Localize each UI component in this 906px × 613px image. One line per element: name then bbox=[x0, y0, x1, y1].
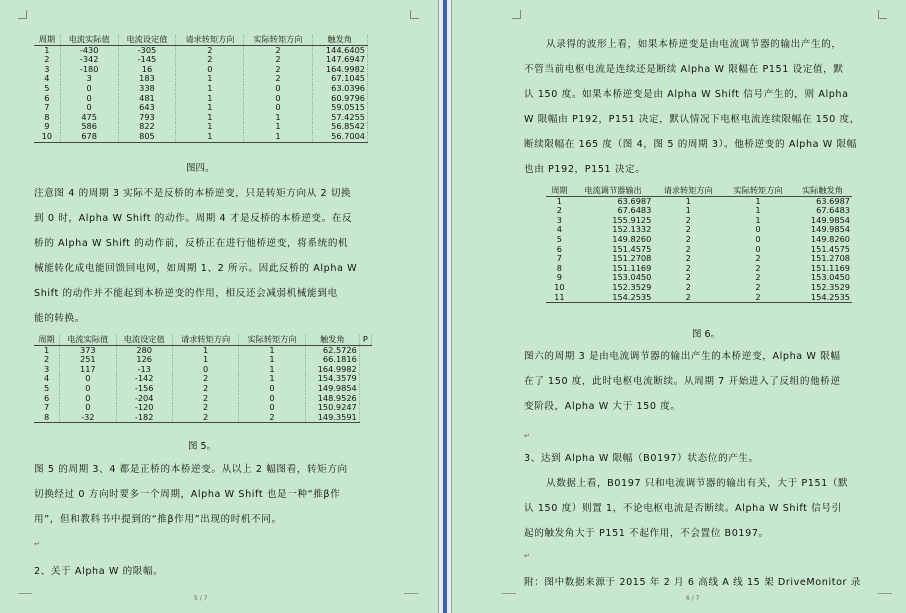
paragraph-b0197 bbox=[524, 471, 896, 546]
table-column-header: 电流实际值 bbox=[60, 35, 118, 45]
empty-paragraph-mark: ↵ bbox=[34, 540, 40, 548]
table-cell: 1 bbox=[244, 132, 312, 142]
text-line: 切换经过 0 方向时要多一个周期，Alpha W Shift 也是一种“推β作 bbox=[34, 489, 341, 500]
margin-corner-mark bbox=[410, 10, 419, 19]
table-cell: 152.1332 bbox=[612, 224, 652, 235]
table-row bbox=[546, 264, 852, 274]
table-cell: 280 bbox=[116, 345, 172, 355]
table-cell: 2 bbox=[685, 272, 691, 283]
table-cell: 1 bbox=[239, 355, 305, 365]
table-cell: -13 bbox=[116, 365, 172, 375]
table-row bbox=[34, 94, 368, 104]
table-cell: 151.2708 bbox=[612, 253, 652, 264]
table-cell: 0 bbox=[755, 233, 761, 244]
table-cell: 10 bbox=[34, 132, 60, 142]
table-cell: 149.8260 bbox=[612, 233, 652, 244]
table-cell: 117 bbox=[60, 365, 116, 375]
table-cell: 0 bbox=[60, 394, 116, 404]
table-cell: -142 bbox=[116, 374, 172, 384]
table-cell: 1 bbox=[176, 103, 244, 113]
table-cell: 1 bbox=[556, 195, 562, 206]
table-cell: 2 bbox=[685, 281, 691, 292]
table-row bbox=[546, 235, 852, 245]
table-cell: 1 bbox=[34, 345, 60, 355]
table-cell: 7 bbox=[556, 253, 562, 264]
table-cell: 643 bbox=[118, 103, 176, 113]
table-cell: 475 bbox=[60, 113, 118, 123]
data-source-note: 附：图中数据来源于 2015 年 2 月 6 高线 A 线 15 架 DriveMonitor 录 bbox=[524, 577, 861, 588]
table-cell: 0 bbox=[60, 374, 116, 384]
document-page-6 bbox=[452, 0, 906, 613]
table-cell: -305 bbox=[118, 45, 176, 55]
table-column-header: 实际转矩方向 bbox=[723, 186, 793, 196]
table-row bbox=[546, 245, 852, 255]
table-cell: 2 bbox=[34, 55, 60, 65]
table-cell: 1 bbox=[239, 365, 305, 375]
table-cell: 2 bbox=[172, 374, 238, 384]
page-divider bbox=[438, 0, 452, 613]
table-cell: 2 bbox=[755, 253, 761, 264]
table-cell: 1 bbox=[172, 355, 238, 365]
text-line: Shift 的动作并不能起到本桥逆变的作用，相反还会减弱机械能到电 bbox=[34, 288, 338, 299]
table-cell: 4 bbox=[34, 374, 60, 384]
table-cell: -156 bbox=[116, 384, 172, 394]
table-cell: 2 bbox=[685, 253, 691, 264]
table-cell: 2 bbox=[176, 45, 244, 55]
table-cell: 152.3529 bbox=[612, 281, 652, 292]
table-cell: 0 bbox=[239, 394, 305, 404]
table-cell: 7 bbox=[34, 403, 60, 413]
footer-corner-mark bbox=[18, 593, 32, 594]
table-row bbox=[546, 225, 852, 235]
table-cell: 2 bbox=[244, 74, 312, 84]
text-line: 用”，但和教科书中提到的“推β作用”出现的时机不同。 bbox=[34, 514, 282, 525]
table-cell: 2 bbox=[755, 262, 761, 273]
text-line: 注意图 4 的周期 3 实际不是反桥的本桥逆变，只是转矩方向从 2 切换 bbox=[34, 188, 352, 199]
table-cell: 2 bbox=[685, 233, 691, 244]
table-cell: 183 bbox=[118, 74, 176, 84]
table-cell: 3 bbox=[60, 74, 118, 84]
table-cell: 2 bbox=[239, 413, 305, 423]
page-number: 6 / 7 bbox=[686, 595, 700, 602]
table-cell: 8 bbox=[556, 262, 562, 273]
table-cell: 0 bbox=[239, 403, 305, 413]
text-line: 认 150 度）则置 1，不论电枢电流是否断续。Alpha W Shift 信号引 bbox=[524, 503, 842, 514]
margin-corner-mark bbox=[878, 10, 887, 19]
table-cell: 1 bbox=[755, 195, 761, 206]
table-row bbox=[34, 413, 372, 423]
table-cell: 63.6987 bbox=[617, 195, 652, 206]
table-cell: 147.6947 bbox=[312, 55, 367, 65]
section-heading-3: 3、达到 Alpha W 限幅（B0197）状态位的产生。 bbox=[524, 453, 759, 464]
table-cell: 151.2708 bbox=[810, 253, 850, 264]
table-column-header: 电流设定值 bbox=[116, 335, 172, 345]
table-cell: 0 bbox=[244, 103, 312, 113]
table-cell: 5 bbox=[34, 84, 60, 94]
table-cell: 0 bbox=[755, 243, 761, 254]
table-cell: 3 bbox=[34, 65, 60, 75]
table-column-header: 周期 bbox=[34, 335, 60, 345]
table-column-header: 实际触发角 bbox=[793, 186, 852, 196]
table-cell: 586 bbox=[60, 122, 118, 132]
table-cell: 1 bbox=[755, 205, 761, 216]
table-cell: 822 bbox=[118, 122, 176, 132]
table-cell: 2 bbox=[244, 55, 312, 65]
table-cell: 148.9526 bbox=[305, 394, 359, 404]
table-cell: 2 bbox=[34, 355, 60, 365]
table-cell: 338 bbox=[118, 84, 176, 94]
data-table-figure-5 bbox=[34, 335, 372, 423]
text-line: 能的转换。 bbox=[34, 313, 85, 324]
table-cell: -145 bbox=[118, 55, 176, 65]
table-row bbox=[34, 132, 368, 142]
table-cell: 151.4575 bbox=[612, 243, 652, 254]
table-cell: 56.8542 bbox=[312, 122, 367, 132]
table-cell: 4 bbox=[556, 224, 562, 235]
table-column-header: 电流实际值 bbox=[60, 335, 116, 345]
table-row bbox=[546, 206, 852, 216]
paragraph-zero-crossing bbox=[34, 181, 380, 331]
table-cell: 2 bbox=[653, 293, 723, 303]
table-cell: 1 bbox=[239, 345, 305, 355]
table-cell: -120 bbox=[116, 403, 172, 413]
table-cell: 151.4575 bbox=[810, 243, 850, 254]
table-column-header: P bbox=[359, 335, 371, 345]
text-line: 也由 P192，P151 决定。 bbox=[524, 164, 646, 175]
paragraph-figure-6 bbox=[524, 344, 896, 419]
table-cell: -342 bbox=[60, 55, 118, 65]
table-cell: 0 bbox=[60, 103, 118, 113]
table-cell: 153.0450 bbox=[810, 272, 850, 283]
table-cell: 2 bbox=[176, 55, 244, 65]
table-cell: 2 bbox=[172, 403, 238, 413]
table-cell: 4 bbox=[34, 74, 60, 84]
table-cell: 0 bbox=[60, 384, 116, 394]
table-cell: 149.9854 bbox=[305, 384, 359, 394]
table-cell: 1 bbox=[685, 205, 691, 216]
table-cell: 67.6483 bbox=[816, 205, 850, 216]
table-column-header: 请求转矩方向 bbox=[653, 186, 723, 196]
table-cell: 2 bbox=[556, 205, 562, 216]
table-cell: 5 bbox=[556, 233, 562, 244]
table-column-header: 电流设定值 bbox=[118, 35, 176, 45]
text-line: 断续限幅在 165 度（图 4，图 5 的周期 3）。他桥逆变的 Alpha W 限幅 bbox=[524, 139, 857, 150]
table-cell: 67.6483 bbox=[617, 205, 652, 216]
table-cell: 0 bbox=[244, 84, 312, 94]
table-cell: 3 bbox=[556, 214, 562, 225]
text-line: 到 0 时，Alpha W Shift 的动作。周期 4 才是反桥的本桥逆变。在反 bbox=[34, 213, 353, 224]
table-row bbox=[546, 254, 852, 264]
table-cell: 63.6987 bbox=[816, 195, 850, 206]
table-column-header: 周期 bbox=[34, 35, 60, 45]
table-cell: 155.9125 bbox=[612, 214, 652, 225]
empty-paragraph-mark: ↵ bbox=[524, 432, 530, 440]
table-cell: 154.2535 bbox=[793, 293, 852, 303]
table-cell: 150.9247 bbox=[305, 403, 359, 413]
table-cell: 2 bbox=[755, 281, 761, 292]
table-cell: 6 bbox=[556, 243, 562, 254]
table-cell: 2 bbox=[755, 272, 761, 283]
table-cell: 481 bbox=[118, 94, 176, 104]
table-cell: 11 bbox=[546, 293, 573, 303]
table-cell: 251 bbox=[60, 355, 116, 365]
table-cell: 1 bbox=[244, 113, 312, 123]
table-column-header: 请求转矩方向 bbox=[172, 335, 238, 345]
table-cell: 2 bbox=[723, 293, 793, 303]
table-row bbox=[546, 273, 852, 283]
table-cell: 16 bbox=[118, 65, 176, 75]
table-cell: 0 bbox=[60, 403, 116, 413]
document-page-5 bbox=[0, 0, 438, 613]
table-cell: 2 bbox=[685, 224, 691, 235]
footer-corner-mark bbox=[878, 593, 892, 594]
text-line: 图 5 的周期 3、4 都是正桥的本桥逆变。从以上 2 幅图看，转矩方向 bbox=[34, 464, 348, 475]
text-line: 变阶段，Alpha W 大于 150 度。 bbox=[524, 401, 681, 412]
table-cell: -182 bbox=[116, 413, 172, 423]
table-column-header: 实际转矩方向 bbox=[239, 335, 305, 345]
table-cell: 2 bbox=[172, 384, 238, 394]
table-cell: 793 bbox=[118, 113, 176, 123]
table-row bbox=[546, 293, 852, 303]
table-cell: 2 bbox=[244, 45, 312, 55]
table-cell: 1 bbox=[176, 84, 244, 94]
table-cell: 2 bbox=[685, 243, 691, 254]
margin-corner-mark bbox=[512, 10, 521, 19]
table-row bbox=[34, 74, 368, 84]
table-cell: 1 bbox=[239, 374, 305, 384]
table-cell: 1 bbox=[176, 113, 244, 123]
table-cell: 1 bbox=[755, 214, 761, 225]
table-cell: 63.0396 bbox=[312, 84, 367, 94]
table-cell: 0 bbox=[244, 94, 312, 104]
text-line: 认 150 度。如果本桥逆变是由 Alpha W Shift 信号产生的，则 Alpha bbox=[524, 89, 849, 100]
table-cell: -32 bbox=[60, 413, 116, 423]
table-cell: 2 bbox=[244, 65, 312, 75]
page-number: 5 / 7 bbox=[194, 595, 208, 602]
table-cell: 154.3579 bbox=[305, 374, 359, 384]
table-cell: 2 bbox=[685, 214, 691, 225]
text-line: 图六的周期 3 是由电流调节器的输出产生的本桥逆变，Alpha W 限幅 bbox=[524, 351, 841, 362]
table-cell: 144.6405 bbox=[312, 45, 367, 55]
table-cell: -180 bbox=[60, 65, 118, 75]
table-cell: 0 bbox=[60, 84, 118, 94]
table-cell: 9 bbox=[556, 272, 562, 283]
table-cell: 57.4255 bbox=[312, 113, 367, 123]
figure-4-caption: 图四。 bbox=[186, 163, 215, 174]
table-row bbox=[546, 216, 852, 226]
table-cell: 6 bbox=[34, 94, 60, 104]
table-cell: 59.0515 bbox=[312, 103, 367, 113]
table-cell: 8 bbox=[34, 413, 60, 423]
table-cell: 10 bbox=[554, 281, 565, 292]
table-cell: 152.3529 bbox=[810, 281, 850, 292]
footer-corner-mark bbox=[404, 593, 418, 594]
text-line: 械能转化成电能回馈回电网，如周期 1、2 所示。因此反桥的 Alpha W bbox=[34, 263, 358, 274]
table-cell: 2 bbox=[685, 262, 691, 273]
table-cell: 149.9854 bbox=[810, 224, 850, 235]
table-cell: 9 bbox=[34, 122, 60, 132]
table-cell: 66.1816 bbox=[305, 355, 359, 365]
text-line: 从录得的波形上看，如果本桥逆变是由电流调节器的输出产生的， bbox=[546, 39, 842, 50]
table-column-header: 实际转矩方向 bbox=[244, 35, 312, 45]
table-cell: 805 bbox=[118, 132, 176, 142]
section-heading-2: 2、关于 Alpha W 的限幅。 bbox=[34, 566, 164, 577]
table-cell: 149.3591 bbox=[305, 413, 359, 423]
text-line: 桥的 Alpha W Shift 的动作前，反桥正在进行他桥逆变，将系统的机 bbox=[34, 238, 349, 249]
table-cell: 2 bbox=[172, 413, 238, 423]
table-cell: 149.9854 bbox=[810, 214, 850, 225]
table-cell: 154.2535 bbox=[573, 293, 654, 303]
table-cell: 149.8260 bbox=[810, 233, 850, 244]
table-row bbox=[34, 84, 368, 94]
table-cell: 164.9982 bbox=[312, 65, 367, 75]
table-cell: 151.1169 bbox=[612, 262, 652, 273]
table-cell: 0 bbox=[239, 384, 305, 394]
table-cell: 126 bbox=[116, 355, 172, 365]
text-line: 不管当前电枢电流是连续还是断续 Alpha W 限幅在 P151 设定值，默 bbox=[524, 64, 844, 75]
table-column-header: 触发角 bbox=[305, 335, 359, 345]
table-cell: 60.9796 bbox=[312, 94, 367, 104]
table-cell: -204 bbox=[116, 394, 172, 404]
table-cell: 3 bbox=[34, 365, 60, 375]
footer-corner-mark bbox=[502, 593, 516, 594]
table-cell: 62.5726 bbox=[305, 345, 359, 355]
table-row bbox=[546, 196, 852, 206]
table-cell: 1 bbox=[176, 74, 244, 84]
table-cell: 373 bbox=[60, 345, 116, 355]
table-cell: 1 bbox=[244, 122, 312, 132]
table-cell: 1 bbox=[34, 45, 60, 55]
margin-corner-mark bbox=[18, 10, 27, 19]
paragraph-alpha-w-limit bbox=[524, 32, 896, 182]
table-column-header: 触发角 bbox=[312, 35, 367, 45]
table-cell: 0 bbox=[176, 65, 244, 75]
table-cell: 7 bbox=[34, 103, 60, 113]
text-line: 起的触发角大于 P151 不起作用，不会置位 B0197。 bbox=[524, 528, 769, 539]
table-cell: 153.0450 bbox=[612, 272, 652, 283]
figure-6-caption: 图 6。 bbox=[692, 329, 721, 340]
table-column-header: 电流调节器输出 bbox=[573, 186, 654, 196]
paragraph-figure-5 bbox=[34, 457, 380, 532]
table-cell: 151.1169 bbox=[810, 262, 850, 273]
table-cell: 678 bbox=[60, 132, 118, 142]
table-cell: 0 bbox=[755, 224, 761, 235]
table-cell: 164.9982 bbox=[305, 365, 359, 375]
text-line: 在了 150 度，此时电枢电流断续。从周期 7 开始进入了反组的他桥逆 bbox=[524, 376, 841, 387]
table-cell: 1 bbox=[685, 195, 691, 206]
table-cell: 0 bbox=[60, 94, 118, 104]
text-line: 从数据上看，B0197 只和电流调节器的输出有关，大于 P151（默 bbox=[546, 478, 849, 489]
table-cell: 1 bbox=[176, 122, 244, 132]
table-cell: 2 bbox=[172, 394, 238, 404]
table-cell: 6 bbox=[34, 394, 60, 404]
table-cell: 1 bbox=[176, 94, 244, 104]
table-cell: 8 bbox=[34, 113, 60, 123]
table-cell: 0 bbox=[172, 365, 238, 375]
table-cell: 1 bbox=[176, 132, 244, 142]
table-row bbox=[34, 65, 368, 75]
table-row bbox=[546, 283, 852, 293]
table-cell: -430 bbox=[60, 45, 118, 55]
table-cell: 1 bbox=[172, 345, 238, 355]
table-cell: 5 bbox=[34, 384, 60, 394]
table-cell: 67.1045 bbox=[312, 74, 367, 84]
table-column-header: 请求转矩方向 bbox=[176, 35, 244, 45]
figure-5-caption: 图 5。 bbox=[188, 441, 217, 452]
table-cell: 56.7004 bbox=[312, 132, 367, 142]
empty-paragraph-mark: ↵ bbox=[524, 552, 530, 560]
text-line: W 限幅由 P192，P151 决定，默认情况下电枢电流连续限幅在 150 度， bbox=[524, 114, 860, 125]
table-column-header: 周期 bbox=[546, 186, 573, 196]
data-table-figure-4 bbox=[34, 35, 368, 143]
data-table-figure-6 bbox=[546, 186, 852, 303]
